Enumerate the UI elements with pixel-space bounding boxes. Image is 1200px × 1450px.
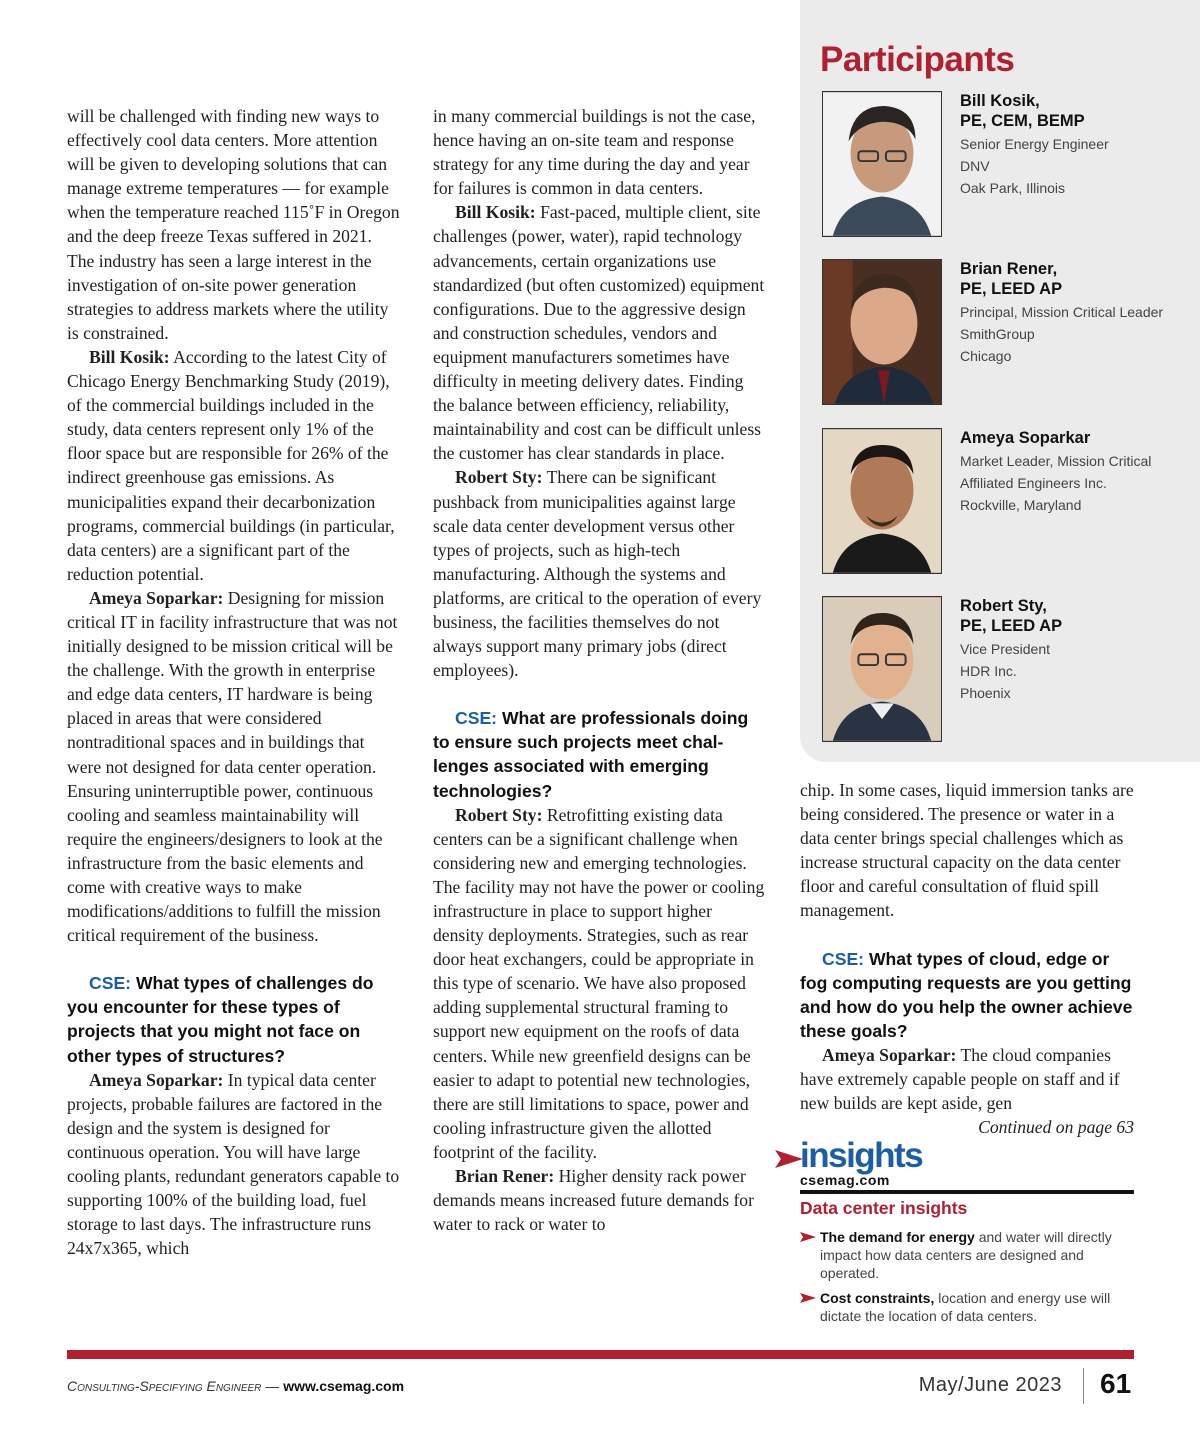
participant-location: Rockville, Maryland [960,497,1082,513]
speaker-name: Ameya Soparkar: [822,1044,957,1065]
footer-rule [67,1350,1134,1359]
participant-company: HDR Inc. [960,663,1017,679]
divider [1083,1368,1084,1404]
participant-photo [822,596,942,742]
participant-photo [822,428,942,574]
insights-item [800,1228,1134,1282]
paragraph [433,1164,767,1236]
question-text: What are professionals doing to ensure such projects meet challenges associated with emerging technologies? [433,708,749,801]
bullet-arrow-icon [800,1293,816,1303]
page-number: 61 [1100,1368,1132,1399]
participant-company: DNV [960,158,990,174]
participant-location: Chicago [960,348,1012,364]
arrow-icon [775,1150,803,1168]
paragraph-text: Designing for mission critical IT in facility infrastructure that was not initially designed to be mission critical will be the challenge. With the growth in enterprise and edge data centers, IT hardware is being placed in areas that were considered nontraditional spaces and in buildings that were not designed for data center operation. Ensuring uninterruptible power, continuous cooling and seamless maintainability will require the engineers/designers to look at the infrastructure from the basic elements and come with creative ways to make modifications/additions to fulfill the mission critical requirement of the business. [67,587,398,946]
headshot-image [823,597,941,741]
article-column-1 [67,104,401,1260]
cse-label: CSE: [455,708,498,729]
insights-item-bold: The demand for energy [820,1229,975,1245]
speaker-name: Brian Rener: [455,1166,555,1187]
bullet-arrow-icon [800,1232,816,1242]
question-heading [433,706,767,802]
insights-item-text: and water will directly impact how data centers are designed and operated. [820,1229,1112,1281]
participant-name: Robert Sty, [960,597,1047,615]
participant-credentials: PE, CEM, BEMP [960,112,1085,130]
insights-item-text: location and energy use will dictate the location of data centers. [820,1290,1111,1324]
footer-publication [67,1378,404,1394]
paragraph [67,1068,401,1261]
participant-company: SmithGroup [960,326,1035,342]
question-heading [67,971,401,1067]
headshot-image [823,92,941,236]
participant-name: Brian Rener, [960,260,1058,278]
paragraph [800,1043,1134,1115]
paragraph-text: Higher density rack power demands means increased future demands for water to rack or water to [433,1166,754,1235]
speaker-name: Robert Sty: [455,467,543,488]
question-text: What types of cloud, edge or fog computing requests are you getting and how do you help the owner achieve these goals? [800,948,1133,1041]
participant-photo [822,259,942,405]
divider [800,1190,1134,1194]
footer-url: www.csemag.com [283,1378,405,1394]
insights-url: csemag.com [800,1172,890,1188]
participant-name: Bill Kosik, [960,92,1040,110]
speaker-name: Ameya Soparkar: [89,587,224,608]
speaker-name: Bill Kosik: [89,346,170,367]
article-column-3 [800,778,1134,1115]
participant-title: Market Leader, Mission Critical [960,453,1152,469]
participant-location: Oak Park, Illinois [960,180,1066,196]
article-column-2 [433,104,767,1236]
cse-label: CSE: [89,973,132,994]
continued-note: Continued on page 63 [978,1117,1134,1137]
paragraph: in many commercial buildings is not the case, hence having an on-site team and response strategy for any time during the day and year for failures is common in data centers. [433,106,756,199]
paragraph [67,586,401,947]
publication-name: Consulting-Specifying Engineer [67,1378,262,1394]
insights-item [800,1289,1134,1325]
cse-label: CSE: [822,948,865,969]
question-text: What types of challenges do you encounter for these types of projects that you might not face on other types of structures? [67,973,374,1066]
question-heading [800,947,1134,1043]
participant-name: Ameya Soparkar [960,429,1091,447]
paragraph-text: The cloud companies have extremely capable people on staff and if new builds are kept aside, gen [800,1044,1120,1114]
speaker-name: Ameya Soparkar: [89,1069,224,1090]
participant-title: Senior Energy Engineer [960,136,1109,152]
paragraph [67,345,401,586]
insights-heading: Data center insights [800,1198,968,1218]
insights-wordmark: insights [800,1136,923,1175]
insights-item-bold: Cost constraints, [820,1290,935,1306]
paragraph [433,200,767,465]
paragraph-text: Retrofitting existing data centers can be a significant challenge when considering new and emerging technologies. The facility may not have the power or cooling infrastructure in place to support higher density deployments. Strategies, such as rear door heat exchangers, could be appropriate in this type of scenario. We have also proposed adding supplemental structural framing to support new equipment on the roofs of data centers. While new greenfield designs can be easier to adapt to potential new technologies, there are still limitations to space, power and cooling infrastructure given the allotted footprint of the facility. [433,804,765,1162]
participant-credentials: PE, LEED AP [960,280,1063,298]
headshot-image [823,429,941,573]
paragraph: chip. In some cases, liquid immersion tanks are being considered. The presence or water in a data center brings special challenges which as increase structural capacity on the data center floor and careful consultation of fluid spill management. [800,780,1134,921]
participant-title: Vice President [960,641,1051,657]
speaker-name: Bill Kosik: [455,202,536,223]
speaker-name: Robert Sty: [455,804,543,825]
paragraph [433,465,767,682]
paragraph [433,803,767,1164]
participant-photo [822,91,942,237]
participants-title: Participants [820,40,1015,79]
insights-box [775,1136,1135,1324]
paragraph-text: Fast-paced, multiple client, site challenges (power, water), rapid technology advancements, certain organizations use standardized (but often customized) equipment configurations. Due to the aggressive design and construction schedules, vendors and equipment manufacturers sometimes have difficulty in meeting delivery dates. Finding the balance between efficiency, reliability, maintainability and cost can be difficult unless the customer has clear standards in place. [433,202,765,464]
paragraph: will be challenged with finding new ways to effectively cool data centers. More attention will be given to developing solutions that can manage extreme temperatures — for example when the temperature reached 115˚F in Oregon and the deep freeze Texas suffered in 2021. The industry has seen a large interest in the investigation of on-site power generation strategies to address markets where the utility is constrained. [67,106,400,343]
issue-date: May/June 2023 [918,1374,1062,1396]
headshot-image [823,260,941,404]
participant-company: Affiliated Engineers Inc. [960,475,1107,491]
paragraph-text: In typical data center projects, probable failures are factored in the design and the system is designed for continuous operation. You will have large cooling plants, redundant generators capable to supporting 100% of the building load, fuel storage to last days. The infrastructure runs 24x7x365, which [67,1069,400,1259]
footer-dash: — [261,1378,284,1394]
paragraph-text: There can be significant pushback from municipalities against large scale data center development versus other types of projects, such as high-tech manufacturing. Although the systems and platforms, are critical to the operation of every business, the facilities themselves do not always support many primary jobs (direct employees). [433,467,762,681]
paragraph-text: According to the latest City of Chicago Energy Benchmarking Study (2019), of the commercial buildings included in the study, data centers represent only 1% of the floor space but are responsible for 26% of the indirect greenhouse gas emissions. As municipalities expand their decarbonization programs, commercial buildings (in particular, data centers) are a significant part of the reduction potential. [67,346,395,584]
participant-location: Phoenix [960,685,1011,701]
insights-logo [775,1136,1135,1188]
participant-title: Principal, Mission Critical Leader [960,304,1164,320]
participant-credentials: PE, LEED AP [960,617,1063,635]
